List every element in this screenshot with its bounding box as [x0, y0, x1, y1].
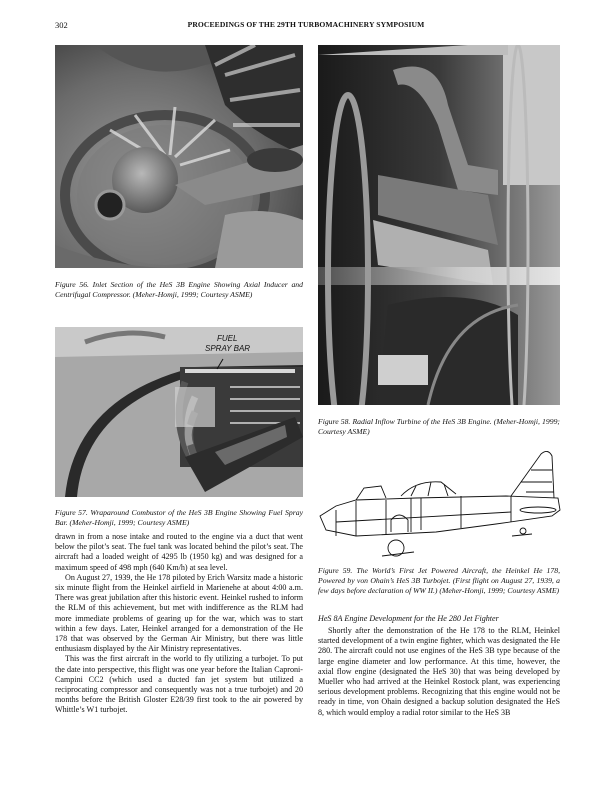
figure-56-image — [55, 45, 303, 268]
page-number: 302 — [55, 20, 68, 30]
running-title: PROCEEDINGS OF THE 29TH TURBOMACHINERY SYMPOSIUM — [187, 20, 425, 29]
section-heading: HeS 8A Engine Development for the He 280 Jet Fighter — [318, 614, 499, 623]
figure-59-image — [316, 448, 564, 558]
figure-59-caption: Figure 59. The World’s First Jet Powered Aircraft, the Heinkel He 178, Powered by von Ohain’s HeS 3B Turbojet. (First flight on August 27, 1939, a few days before declaration of WW II.) (Meher-Homji, 1999; Courtesy ASME) — [318, 566, 560, 596]
paragraph: This was the first aircraft in the world to fly utilizing a turbojet. To put the date into perspective, this flight was one year before the Italian Caproni-Campini CC2 (which used a ducted fan jet system but utilized a reciprocating compressor and consequently was not a true turbojet) and 20 months before the British Gloster E28/39 first took to the air powered by Whittle’s W1 turbojet. — [55, 654, 303, 715]
paragraph: Shortly after the demonstration of the He 178 to the RLM, Heinkel started development of a twin engine fighter, which was designated the He 280. The aircraft could not use engines of the HeS 3B type because of the large engine diameter and low performance. At this time, however, the axial flow engine (designated the HeS 30) that was being developed by Mueller who had arrived at the Heinkel Rostock plant, was experiencing serious development problems. Recognizing that this engine would not be ready in time, von Ohain designed a backup solution designated the HeS 8, which would employ a radial rotor similar to the HeS 3B — [318, 626, 560, 717]
right-column-text — [318, 626, 560, 718]
paragraph: On August 27, 1939, the He 178 piloted by Erich Warsitz made a historic six minute flight from the Heinkel airfield in Marienehe at about 4:00 a.m. There was great jubilation after this historic event. Heinkel rushed to inform the RLM of this achievement, but met with indifference as the RLM had more immediate problems of gearing up for the war, which was to start within a few days. Later, Heinkel arranged for a demonstration of the He 178 that was observed by the German Air Ministry, but there was little enthusiasm displayed by the Air Ministry representatives. — [55, 572, 303, 654]
fuel-annotation-line2: SPRAY BAR — [205, 344, 251, 353]
figure-57-image — [55, 327, 303, 497]
paragraph: drawn in from a nose intake and routed to the engine via a duct that went below the pilot’s seat. The fuel tank was located behind the pilot’s seat. The aircraft had a loaded weight of 4295 lb (1950 kg) and was designed for a maximum speed of 498 mph (640 Km/h) at sea level. — [55, 532, 303, 572]
figure-58-caption: Figure 58. Radial Inflow Turbine of the HeS 3B Engine. (Meher-Homji, 1999; Courtesy ASME) — [318, 417, 560, 437]
left-column-text — [55, 532, 303, 716]
figure-57-caption: Figure 57. Wraparound Combustor of the HeS 3B Engine Showing Fuel Spray Bar. (Meher-Homji, 1999; Courtesy ASME) — [55, 508, 303, 528]
fuel-annotation-line1: FUEL — [217, 334, 238, 343]
figure-58-image — [318, 45, 560, 405]
figure-56-caption: Figure 56. Inlet Section of the HeS 3B Engine Showing Axial Inducer and Centrifugal Compressor. (Meher-Homji, 1999; Courtesy ASME) — [55, 280, 303, 300]
